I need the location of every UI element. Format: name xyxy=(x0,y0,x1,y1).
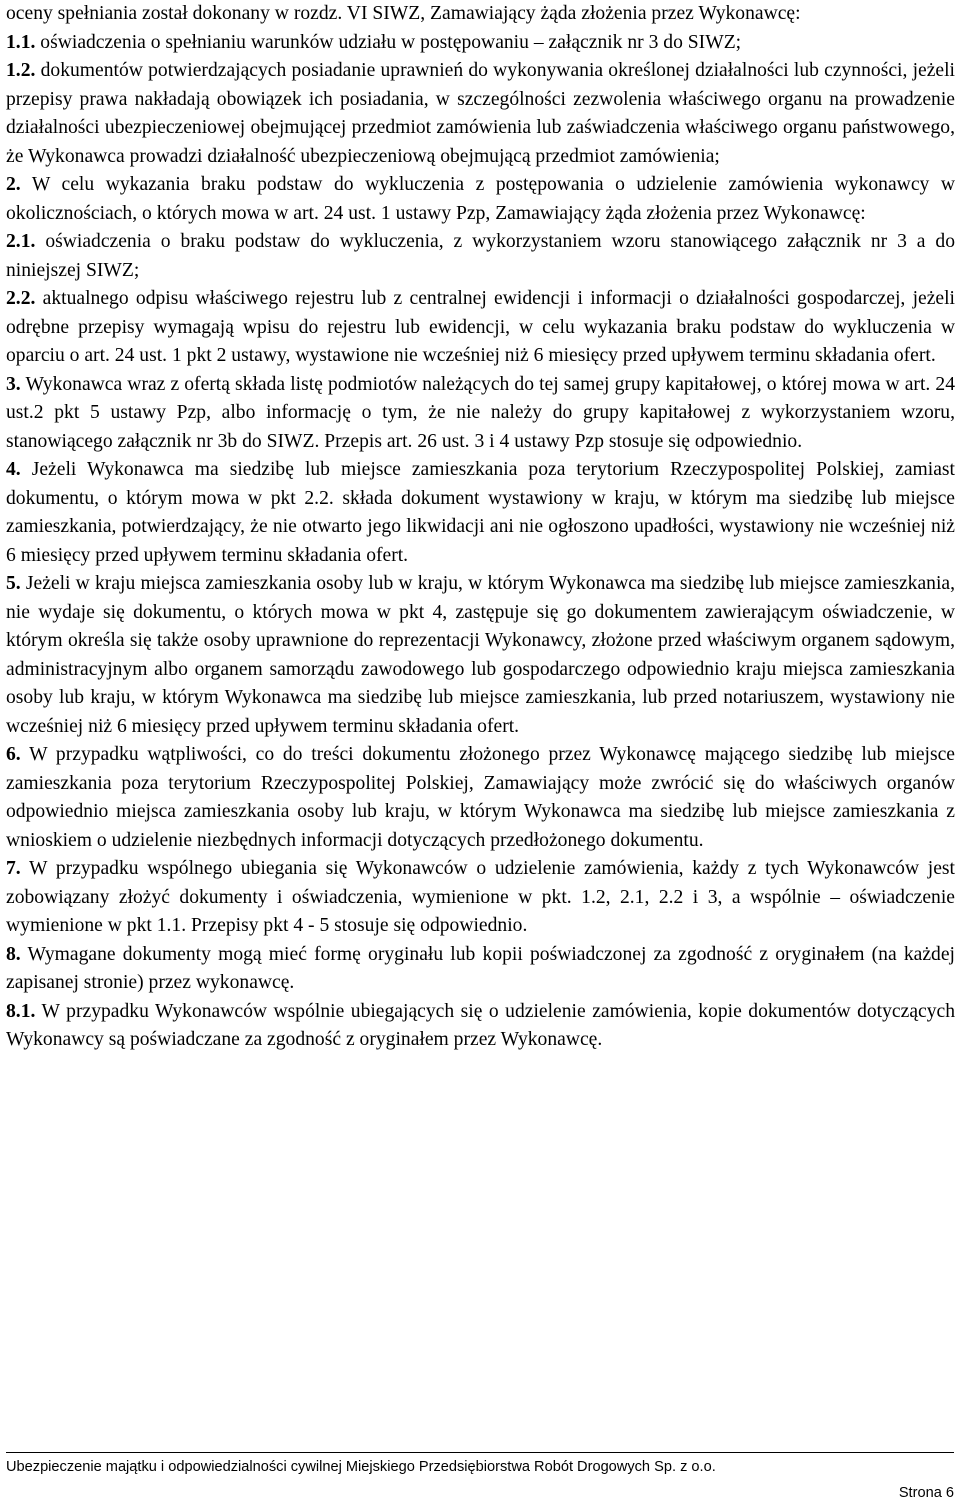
paragraph-5 xyxy=(6,570,955,741)
paragraph-number: 8.1. xyxy=(6,1000,36,1022)
paragraph-text: W przypadku Wykonawców wspólnie ubiegających się o udzielenie zamówienia, kopie dokumentów dotyczących Wykonawcy są poświadczane za zgodność z oryginałem przez Wykonawcę. xyxy=(6,1000,955,1050)
paragraph-number: 6. xyxy=(6,744,21,765)
paragraph-6 xyxy=(6,741,955,855)
paragraph-8 xyxy=(6,941,955,998)
paragraph-text: oświadczenia o spełnianiu warunków udziału w postępowaniu – załącznik nr 3 do SIWZ; xyxy=(40,31,742,53)
paragraph-number: 3. xyxy=(6,373,21,395)
paragraph-number: 2.1. xyxy=(6,231,36,252)
paragraph-text: Wykonawca wraz z ofertą składa listę podmiotów należących do tej samej grupy kapitałowej, o której mowa w art. 24 ust.2 pkt 5 ustawy Pzp, albo informację o tym, że nie należy do grupy kapitałowej z wykorzystaniem wzoru, stanowiącego załącznik nr 3b do SIWZ. Przepis art. 26 ust. 3 i 4 ustawy Pzp stosuje się odpowiednio. xyxy=(6,373,955,452)
paragraph-text: Jeżeli Wykonawca ma siedzibę lub miejsce zamieszkania poza terytorium Rzeczypospolitej Polskiej, zamiast dokumentu, o którym mowa w pkt 2.2. składa dokument wystawiony w kraju, w którym ma siedzibę lub miejsce zamieszkania, potwierdzający, że nie otwarto jego likwidacji ani nie ogłoszono upadłości, wystawiony nie wcześniej niż 6 miesięcy przed upływem terminu składania ofert. xyxy=(6,459,956,566)
page-number: Strona 6 xyxy=(898,1485,954,1501)
paragraph-1-2 xyxy=(6,57,955,171)
document-body xyxy=(6,0,955,1055)
paragraph-intro xyxy=(6,0,955,29)
paragraph-text: oświadczenia o braku podstaw do wykluczenia, z wykorzystaniem wzoru stanowiącego załącznik nr 3 a do niniejszej SIWZ; xyxy=(6,231,955,281)
paragraph-2-2 xyxy=(6,285,955,371)
paragraph-text: W przypadku wątpliwości, co do treści dokumentu złożonego przez Wykonawcę mającego siedzibę lub miejsce zamieszkania poza terytorium Rzeczypospolitej Polskiej, Zamawiający może zwrócić się do właściwych organów odpowiednio miejsca zamieszkania osoby lub kraju, w którym Wykonawca ma siedzibę lub miejsce zamieszkania z wnioskiem o udzielenie niezbędnych informacji dotyczących przedłożonego dokumentu. xyxy=(6,744,956,851)
paragraph-number: 5. xyxy=(6,573,21,594)
paragraph-4 xyxy=(6,456,955,570)
paragraph-number: 2.2. xyxy=(6,288,36,309)
paragraph-number: 4. xyxy=(6,459,21,480)
paragraph-3 xyxy=(6,371,955,457)
paragraph-text: W celu wykazania braku podstaw do wykluczenia z postępowania o udzielenie zamówienia wykonawcy w okolicznościach, o których mowa w art. 24 ust. 1 ustawy Pzp, Zamawiający żąda złożenia przez Wykonawcę: xyxy=(6,174,955,224)
paragraph-number: 7. xyxy=(6,858,21,879)
paragraph-7 xyxy=(6,855,955,941)
paragraph-number: 8. xyxy=(6,943,21,965)
paragraph-number: 2. xyxy=(6,174,21,195)
paragraph-text: Wymagane dokumenty mogą mieć formę oryginału lub kopii poświadczonej za zgodność z oryginałem (na każdej zapisanej stronie) przez wykonawcę. xyxy=(6,943,955,993)
paragraph-text: oceny spełniania został dokonany w rozdz. VI SIWZ, Zamawiający żąda złożenia przez Wykonawcę: xyxy=(6,3,801,24)
paragraph-text: dokumentów potwierdzających posiadanie uprawnień do wykonywania określonej działalności lub czynności, jeżeli przepisy prawa nakładają obowiązek ich posiadania, w szczególności zezwolenia właściwego organu na prowadzenie działalności ubezpieczeniowej obejmującej przedmiot zamówienia lub zaświadczenia właściwego organu państwowego, że Wykonawca prowadzi działalność ubezpieczeniową obejmującą przedmiot zamówienia; xyxy=(6,60,955,167)
paragraph-1-1 xyxy=(6,29,955,58)
paragraph-number: 1.2. xyxy=(6,60,36,81)
paragraph-number: 1.1. xyxy=(6,31,36,53)
paragraph-text: aktualnego odpisu właściwego rejestru lub z centralnej ewidencji i informacji o działalności gospodarczej, jeżeli odrębne przepisy wymagają wpisu do rejestru lub ewidencji, w celu wykazania braku podstaw do wykluczenia w oparciu o art. 24 ust. 1 pkt 2 ustawy, wystawione nie wcześniej niż 6 miesięcy przed upływem terminu składania ofert. xyxy=(6,288,955,366)
footer-title: Ubezpieczenie majątku i odpowiedzialności cywilnej Miejskiego Przedsiębiorstwa Robót Drogowych Sp. z o.o. xyxy=(6,1459,716,1475)
footer-divider xyxy=(6,1452,954,1453)
paragraph-text: Jeżeli w kraju miejsca zamieszkania osoby lub w kraju, w którym Wykonawca ma siedzibę lub miejsce zamieszkania, nie wydaje się dokumentu, o których mowa w pkt 4, zastępuje się go dokumentem zawierającym oświadczenie, w którym określa się także osoby uprawnione do reprezentacji Wykonawcy, złożone przed właściwym organem sądowym, administracyjnym albo organem samorządu zawodowego lub gospodarczego odpowiednio kraju miejsca zamieszkania osoby lub kraju, w którym Wykonawca ma siedzibę lub miejsce zamieszkania, lub przed notariuszem, wystawiony nie wcześniej niż 6 miesięcy przed upływem terminu składania ofert. xyxy=(6,573,955,737)
paragraph-text: W przypadku wspólnego ubiegania się Wykonawców o udzielenie zamówienia, każdy z tych Wykonawców jest zobowiązany złożyć dokumenty i oświadczenia, wymienione w pkt. 1.2, 2.1, 2.2 i 3, a wspólnie – oświadczenie wymienione w pkt 1.1. Przepisy pkt 4 - 5 stosuje się odpowiednio. xyxy=(6,858,956,936)
paragraph-2 xyxy=(6,171,955,228)
paragraph-2-1 xyxy=(6,228,955,285)
paragraph-8-1 xyxy=(6,998,955,1055)
